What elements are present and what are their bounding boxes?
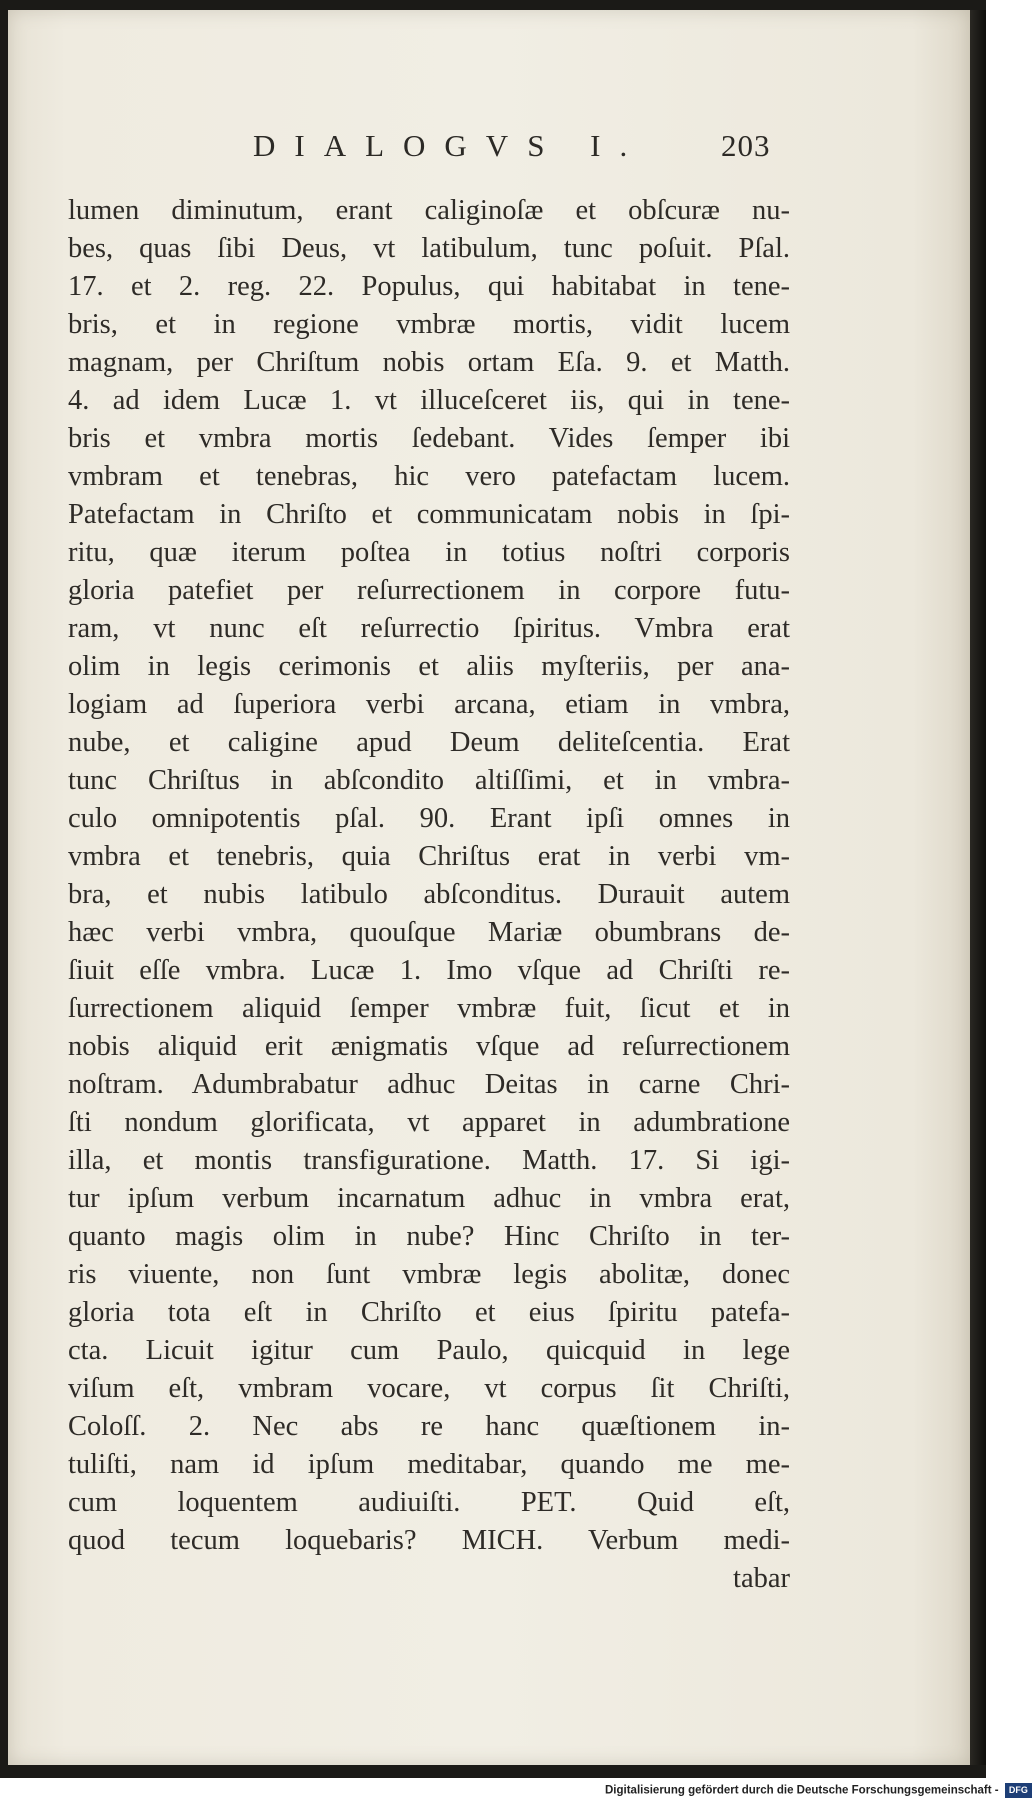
- running-head: [8, 128, 970, 168]
- text-line: viſum eſt, vmbram vocare, vt corpus ſit Chriſti,: [68, 1373, 790, 1404]
- text-line: tur ipſum verbum incarnatum adhuc in vmbra erat,: [68, 1183, 790, 1214]
- text-line: vmbram et tenebras, hic vero patefactam lucem.: [68, 461, 790, 492]
- text-line: logiam ad ſuperiora verbi arcana, etiam in vmbra,: [68, 689, 790, 720]
- text-line: nube, et caligine apud Deum deliteſcentia. Erat: [68, 727, 790, 758]
- text-line: gloria patefiet per reſurrectionem in corpore futu-: [68, 575, 790, 606]
- text-line: illa, et montis transfiguratione. Matth. 17. Si igi-: [68, 1145, 790, 1176]
- dfg-logo: DFG: [1005, 1783, 1032, 1798]
- text-line: quod tecum loquebaris? MICH. Verbum medi-: [68, 1525, 790, 1556]
- text-line: hæc verbi vmbra, quouſque Mariæ obumbrans de-: [68, 917, 790, 948]
- text-line: quanto magis olim in nube? Hinc Chriſto in ter-: [68, 1221, 790, 1252]
- page-number: 203: [721, 128, 771, 163]
- text-line: bris, et in regione vmbræ mortis, vidit lucem: [68, 309, 790, 340]
- text-line: Coloſſ. 2. Nec abs re hanc quæſtionem in-: [68, 1411, 790, 1442]
- catchword: tabar: [733, 1563, 790, 1594]
- text-line: ſurrectionem aliquid ſemper vmbræ fuit, ſicut et in: [68, 993, 790, 1024]
- text-line: vmbra et tenebris, quia Chriſtus erat in verbi vm-: [68, 841, 790, 872]
- text-line: tuliſti, nam id ipſum meditabar, quando me me-: [68, 1449, 790, 1480]
- text-line: nobis aliquid erit ænigmatis vſque ad reſurrectionem: [68, 1031, 790, 1062]
- text-line: bris et vmbra mortis ſedebant. Vides ſemper ibi: [68, 423, 790, 454]
- digitization-credit: [605, 1783, 1032, 1801]
- text-line: gloria tota eſt in Chriſto et eius ſpiritu patefa-: [68, 1297, 790, 1328]
- running-title: DIALOGVS I.: [253, 128, 647, 163]
- text-line: cta. Licuit igitur cum Paulo, quicquid in lege: [68, 1335, 790, 1366]
- text-line: Patefactam in Chriſto et communicatam nobis in ſpi-: [68, 499, 790, 530]
- text-line: cum loquentem audiuiſti. PET. Quid eſt,: [68, 1487, 790, 1518]
- credit-text: Digitalisierung gefördert durch die Deutsche Forschungsgemeinschaft -: [605, 1784, 999, 1797]
- text-line: bes, quas ſibi Deus, vt latibulum, tunc poſuit. Pſal.: [68, 233, 790, 264]
- page-edge: [970, 10, 986, 1765]
- text-line: lumen diminutum, erant caliginoſæ et obſcuræ nu-: [68, 195, 790, 226]
- text-line: ram, vt nunc eſt reſurrectio ſpiritus. Vmbra erat: [68, 613, 790, 644]
- text-line: tunc Chriſtus in abſcondito altiſſimi, et in vmbra-: [68, 765, 790, 796]
- text-line: noſtram. Adumbrabatur adhuc Deitas in carne Chri-: [68, 1069, 790, 1100]
- text-line: bra, et nubis latibulo abſconditus. Durauit autem: [68, 879, 790, 910]
- body-text: [68, 192, 790, 1598]
- text-line: magnam, per Chriſtum nobis ortam Eſa. 9. et Matth.: [68, 347, 790, 378]
- text-line: olim in legis cerimonis et aliis myſteriis, per ana-: [68, 651, 790, 682]
- text-line: culo omnipotentis pſal. 90. Erant ipſi omnes in: [68, 803, 790, 834]
- text-line: ſiuit eſſe vmbra. Lucæ 1. Imo vſque ad Chriſti re-: [68, 955, 790, 986]
- text-line: ris viuente, non ſunt vmbræ legis abolitæ, donec: [68, 1259, 790, 1290]
- text-line: ritu, quæ iterum poſtea in totius noſtri corporis: [68, 537, 790, 568]
- book-page: [8, 10, 970, 1765]
- text-line: ſti nondum glorificata, vt apparet in adumbratione: [68, 1107, 790, 1138]
- text-line: 4. ad idem Lucæ 1. vt illuceſceret iis, qui in tene-: [68, 385, 790, 416]
- text-line: 17. et 2. reg. 22. Populus, qui habitabat in tene-: [68, 271, 790, 302]
